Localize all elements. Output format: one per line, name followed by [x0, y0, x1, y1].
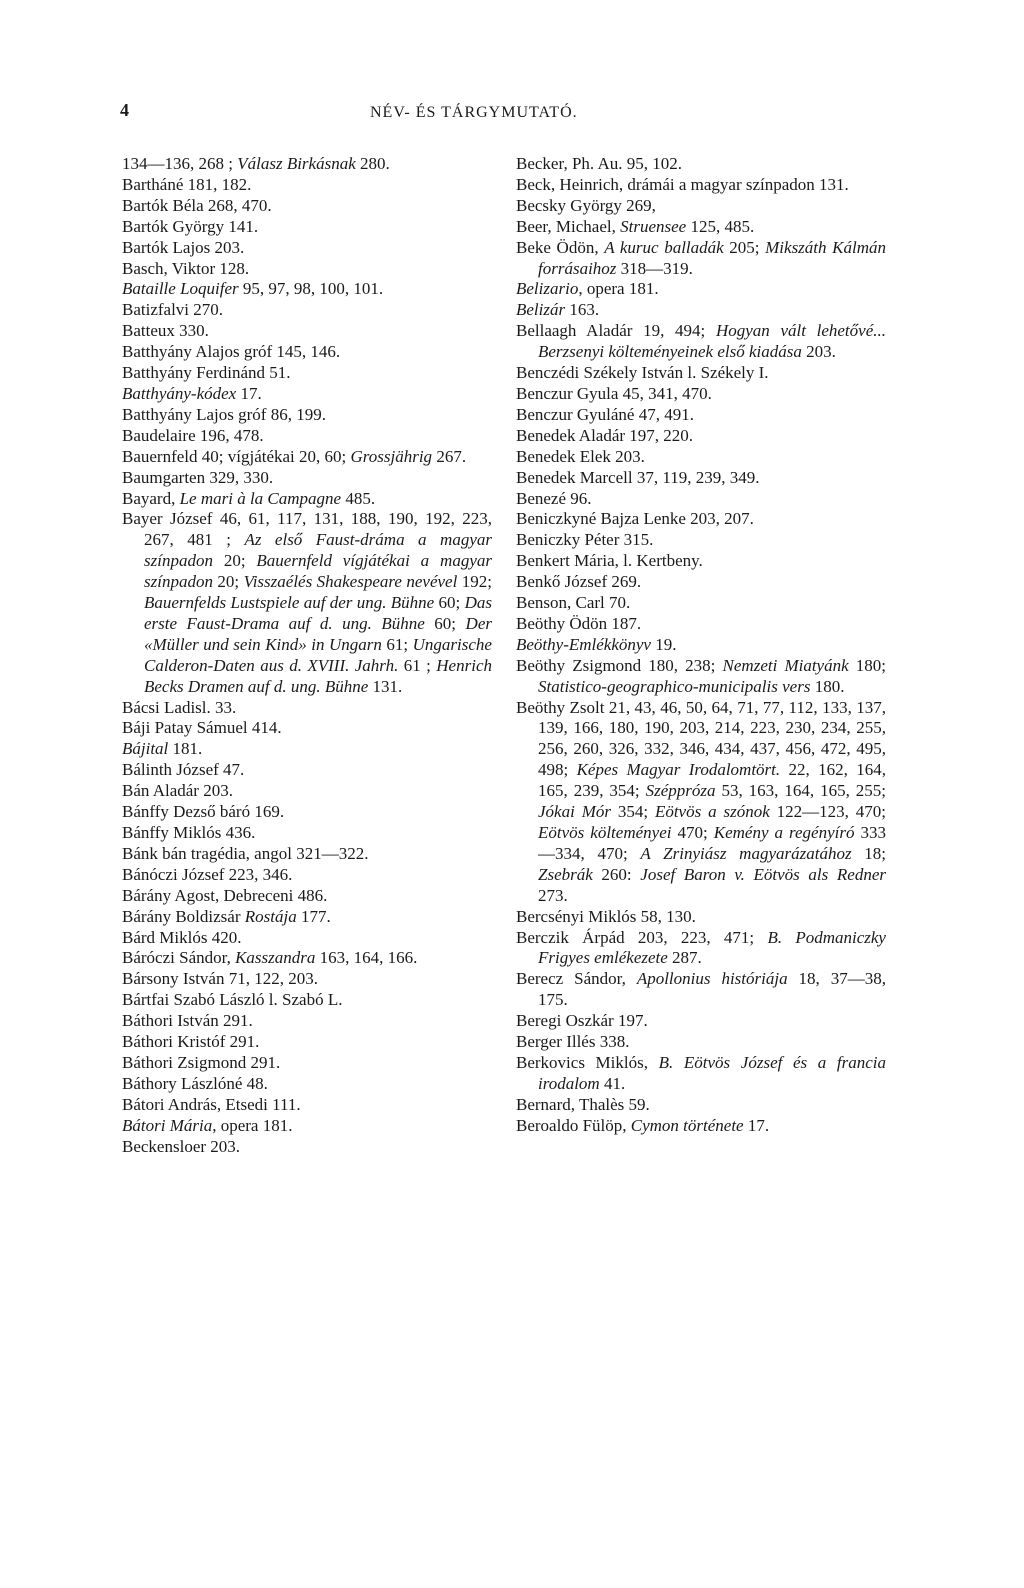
index-entry: Báthory Lászlóné 48. — [122, 1073, 268, 1093]
index-entry: Beniczky Péter 315. — [516, 530, 654, 550]
index-entry: Bátori András, Etsedi 111. — [122, 1094, 301, 1114]
index-entry: Batthyány Alajos gróf 145, 146. — [122, 342, 341, 362]
index-entry: Benedek Elek 203. — [516, 446, 645, 466]
index-entry: Benedek Marcell 37, 119, 239, 349. — [516, 467, 760, 487]
index-entry: Bálinth József 47. — [122, 760, 245, 780]
index-entry: Beke Ödön, A kuruc balladák 205; Mikszáth Kálmán forrásaihoz 318—319. — [516, 237, 886, 278]
index-entry: Bárd Miklós 420. — [122, 927, 242, 947]
page-header — [120, 100, 900, 130]
index-entry: Benczur Gyula 45, 341, 470. — [516, 383, 712, 403]
index-entry: Batizfalvi 270. — [122, 300, 224, 320]
index-entry: Bán Aladár 203. — [122, 781, 233, 801]
index-entry: Bartók Béla 268, 470. — [122, 195, 272, 215]
index-entry: Bárány Boldizsár Rostája 177. — [122, 906, 331, 926]
index-entry: Bártfai Szabó László l. Szabó L. — [122, 990, 343, 1010]
index-entry: Belizario, opera 181. — [516, 279, 659, 299]
index-entry: Bárány Agost, Debreceni 486. — [122, 885, 328, 905]
index-entry: Berger Illés 338. — [516, 1032, 630, 1052]
index-entry: Bartók Lajos 203. — [122, 237, 245, 257]
index-entry: Batthyány-kódex 17. — [122, 383, 262, 403]
index-entry: Benczur Gyuláné 47, 491. — [516, 404, 694, 424]
index-entry: Benezé 96. — [516, 488, 592, 508]
index-entry: Bayer József 46, 61, 117, 131, 188, 190, 192, 223, 267, 481 ; Az első Faust-dráma a magyar színpadon 20; Bauernfeld vígjátékai a magyar színpadon 20; Visszaélés Shakespeare nevével 192; Bauernfelds Lustspiele auf der ung. Bühne 60; Das erste Faust-Drama auf d. ung. Bühne 60; Der «Müller und sein Kind» in Ungarn 61; Ungarische Calderon-Daten aus d. XVIII. Jahrh. 61 ; Henrich Becks Dramen auf d. ung. Bühne 131. — [122, 509, 492, 696]
index-entry: Bánk bán tragédia, angol 321—322. — [122, 843, 369, 863]
index-entry: Bátori Mária, opera 181. — [122, 1115, 293, 1135]
index-entry: Bánffy Miklós 436. — [122, 823, 256, 842]
index-entry: Benkő József 269. — [516, 572, 642, 592]
running-head-title: NÉV- ÉS TÁRGYMUTATÓ. — [370, 104, 578, 121]
index-entry: Bánóczi József 223, 346. — [122, 864, 293, 884]
index-entry: Bernard, Thalès 59. — [516, 1094, 650, 1114]
index-entry: Bánffy Dezső báró 169. — [122, 802, 285, 822]
index-entry: Beöthy-Emlékkönyv 19. — [516, 634, 677, 654]
index-entry: Berecz Sándor, Apollonius históriája 18, 37—38, 175. — [516, 969, 886, 1010]
index-entry: Bájital 181. — [122, 739, 203, 759]
index-entry: Berkovics Miklós, B. Eötvös József és a francia irodalom 41. — [516, 1052, 887, 1093]
index-entry: Bercsényi Miklós 58, 130. — [516, 906, 696, 926]
index-entry: Becker, Ph. Au. 95, 102. — [516, 154, 682, 173]
index-entry: Báji Patay Sámuel 414. — [122, 718, 282, 738]
index-column-left — [122, 154, 492, 1158]
index-entry: Báthori Zsigmond 291. — [122, 1052, 281, 1072]
index-entry: Baudelaire 196, 478. — [122, 425, 264, 445]
index-entry: Beroaldo Fülöp, Cymon története 17. — [516, 1115, 770, 1135]
index-entry: Beckensloer 203. — [122, 1136, 241, 1156]
index-entry: Benedek Aladár 197, 220. — [516, 425, 694, 445]
index-entry: Báthori Kristóf 291. — [122, 1032, 260, 1052]
index-entry: Baumgarten 329, 330. — [122, 467, 274, 487]
index-entry: Bartháné 181, 182. — [122, 174, 252, 194]
index-entry: Benkert Mária, l. Kertbeny. — [516, 551, 703, 571]
index-entry: Bauernfeld 40; vígjátékai 20, 60; Grossjährig 267. — [122, 446, 467, 466]
index-entry: 134—136, 268 ; Válasz Birkásnak 280. — [122, 154, 390, 173]
index-entry: Báróczi Sándor, Kasszandra 163, 164, 166. — [122, 948, 418, 968]
index-entry: Beniczkyné Bajza Lenke 203, 207. — [516, 509, 754, 529]
index-entry: Benczédi Székely István l. Székely I. — [516, 363, 769, 383]
index-entry: Báthori István 291. — [122, 1011, 253, 1031]
index-entry: Batthyány Ferdinánd 51. — [122, 363, 291, 383]
index-entry: Bellaagh Aladár 19, 494; Hogyan vált lehetővé... Berzsenyi költeményeinek első kiadása 203. — [516, 321, 886, 362]
page-number: 4 — [120, 100, 130, 120]
index-entry: Batteux 330. — [122, 321, 209, 341]
index-entry: Basch, Viktor 128. — [122, 258, 250, 278]
index-entry: Becsky György 269, — [516, 195, 656, 215]
index-entry: Beck, Heinrich, drámái a magyar színpadon 131. — [516, 174, 849, 194]
index-entry: Beer, Michael, Struensee 125, 485. — [516, 216, 755, 236]
index-entry: Beöthy Zsigmond 180, 238; Nemzeti Miatyánk 180; Statistico-geographico-municipalis vers 180. — [516, 655, 887, 696]
index-entry: Bácsi Ladisl. 33. — [122, 697, 237, 717]
index-entry: Benson, Carl 70. — [516, 593, 631, 613]
index-entry: Bayard, Le mari à la Campagne 485. — [122, 488, 376, 508]
index-entry: Beöthy Zsolt 21, 43, 46, 50, 64, 71, 77, 112, 133, 137, 139, 166, 180, 190, 203, 214, 223, 230, 234, 255, 256, 260, 326, 332, 346, 434, 437, 456, 472, 495, 498; Képes Magyar Irodalomtört. 22, 162, 164, 165, 239, 354; Széppróza 53, 163, 164, 165, 255; Jókai Mór 354; Eötvös a szónok 122—123, 470; Eötvös költeményei 470; Kemény a regényíró 333—334, 470; A Zrinyiász magyarázatához 18; Zsebrák 260: Josef Baron v. Eötvös als Redner 273. — [516, 697, 887, 905]
index-entry: Bartók György 141. — [122, 216, 259, 236]
index-entry: Bársony István 71, 122, 203. — [122, 969, 318, 989]
index-entry: Berczik Árpád 203, 223, 471; B. Podmaniczky Frigyes emlékezete 287. — [516, 927, 886, 968]
index-entry: Bataille Loquifer 95, 97, 98, 100, 101. — [122, 279, 384, 299]
index-entry: Beöthy Ödön 187. — [516, 613, 642, 633]
index-entry: Belizár 163. — [516, 300, 600, 320]
index-column-right — [516, 154, 886, 1137]
index-entry: Batthyány Lajos gróf 86, 199. — [122, 404, 326, 424]
index-entry: Beregi Oszkár 197. — [516, 1011, 648, 1031]
